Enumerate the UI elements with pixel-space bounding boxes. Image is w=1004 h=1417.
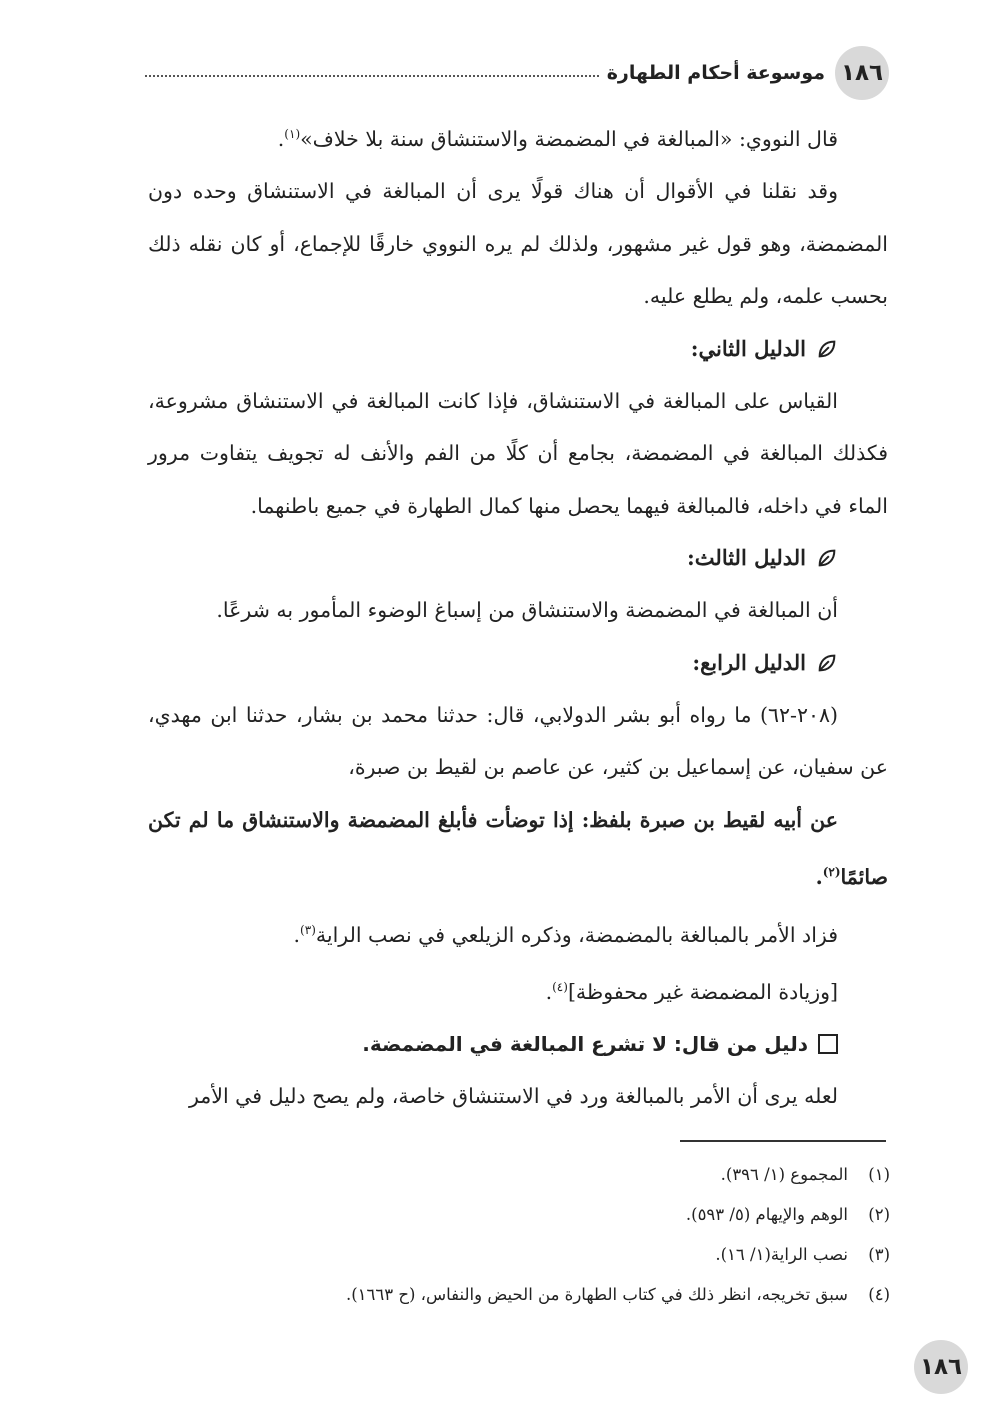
header-dotted-rule — [145, 75, 599, 77]
main-text — [148, 108, 888, 1123]
paragraph-7 — [148, 904, 888, 961]
footnote-number: (٤) — [868, 1285, 890, 1304]
paragraph-3: القياس على المبالغة في الاستنشاق، فإذا كانت المبالغة في الاستنشاق مشروعة، فكذلك المبالغة في المضمضة، بجامع أن كلًا من الفم والأنف له تجويف يتفاوت مرور الماء في داخله، فالمبالغة فيهما يحصل منها كمال الطهارة في جميع باطنهما. — [148, 388, 888, 518]
paragraph-8 — [148, 961, 888, 1018]
footnote-ref-1[interactable]: (١) — [284, 127, 301, 141]
paragraph-8-text: [وزيادة المضمضة غير محفوظة] — [567, 979, 838, 1004]
footnote-item — [250, 1235, 890, 1275]
leaf-ornament-icon — [816, 652, 838, 674]
paragraph-1-end: . — [277, 126, 285, 151]
paragraph-7-text: فزاد الأمر بالمبالغة بالمضمضة، وذكره الزيلعي في نصب الراية — [315, 922, 838, 947]
heading-opposing-view-label: دليل من قال: لا تشرع المبالغة في المضمضة. — [362, 1032, 808, 1057]
footnote-item — [250, 1155, 890, 1195]
paragraph-6-text: عن أبيه لقيط بن صبرة بلفظ: إذا توضأت فأبلغ المضمضة والاستنشاق ما لم تكن صائمًا — [148, 807, 888, 890]
leaf-ornament-icon — [816, 338, 838, 360]
footer-page-number: ١٨٦ — [914, 1340, 968, 1394]
footnotes — [250, 1155, 890, 1315]
paragraph-8-end: . — [545, 979, 553, 1004]
footnote-item — [250, 1275, 890, 1315]
footnote-ref-4[interactable]: (٤) — [552, 979, 568, 994]
square-bullet-icon — [818, 1034, 838, 1054]
paragraph-7-end: . — [293, 922, 301, 947]
header-page-number: ١٨٦ — [835, 46, 889, 100]
paragraph-2: وقد نقلنا في الأقوال أن هناك قولًا يرى أن المبالغة في الاستنشاق وحده دون المضمضة، وهو قول غير مشهور، ولذلك لم يره النووي خارقًا للإجماع، أو كان نقله ذلك بحسب علمه، ولم يطلع عليه. — [148, 179, 888, 309]
footnote-text: الوهم والإيهام (٥/ ٥٩٣). — [685, 1205, 848, 1224]
footnote-number: (٢) — [868, 1205, 890, 1224]
heading-opposing-view — [148, 1018, 888, 1070]
paragraph-1-text: قال النووي: «المبالغة في المضمضة والاستنشاق سنة بلا خلاف» — [300, 126, 838, 151]
footnote-ref-2[interactable]: (٢) — [822, 865, 841, 880]
heading-fourth-evidence-label: الدليل الرابع: — [692, 649, 806, 675]
footnote-text: نصب الراية(١/ ١٦). — [715, 1245, 848, 1264]
paragraph-1 — [148, 108, 888, 165]
heading-third-evidence-label: الدليل الثالث: — [687, 545, 806, 571]
footnote-number: (٣) — [868, 1245, 890, 1264]
paragraph-6 — [148, 794, 888, 904]
paragraph-5: (٢٠٨-٦٢) ما رواه أبو بشر الدولابي، قال: حدثنا محمد بن بشار، حدثنا ابن مهدي، عن سفيان، عن إسماعيل بن كثير، عن عاصم بن لقيط بن صبرة، — [148, 702, 888, 780]
footnote-text: سبق تخريجه، انظر ذلك في كتاب الطهارة من الحيض والنفاس، (ح ١٦٦٣). — [345, 1285, 848, 1304]
footnote-text: المجموع (١/ ٣٩٦). — [720, 1165, 848, 1184]
heading-second-evidence-label: الدليل الثاني: — [690, 335, 806, 361]
leaf-ornament-icon — [816, 547, 838, 569]
paragraph-9: لعله يرى أن الأمر بالمبالغة ورد في الاستنشاق خاصة، ولم يصح دليل في الأمر — [188, 1084, 838, 1109]
footnote-number: (١) — [868, 1165, 890, 1184]
heading-second-evidence — [148, 323, 888, 375]
book-title: موسوعة أحكام الطهارة — [606, 62, 825, 84]
heading-fourth-evidence — [148, 637, 888, 689]
footnote-item — [250, 1195, 890, 1235]
paragraph-6-end: . — [815, 865, 823, 890]
footnote-separator — [680, 1140, 886, 1142]
running-header — [145, 46, 833, 100]
heading-third-evidence — [148, 532, 888, 584]
footnote-ref-3[interactable]: (٣) — [300, 922, 316, 937]
paragraph-4: أن المبالغة في المضمضة والاستنشاق من إسباغ الوضوء المأمور به شرعًا. — [216, 598, 838, 623]
